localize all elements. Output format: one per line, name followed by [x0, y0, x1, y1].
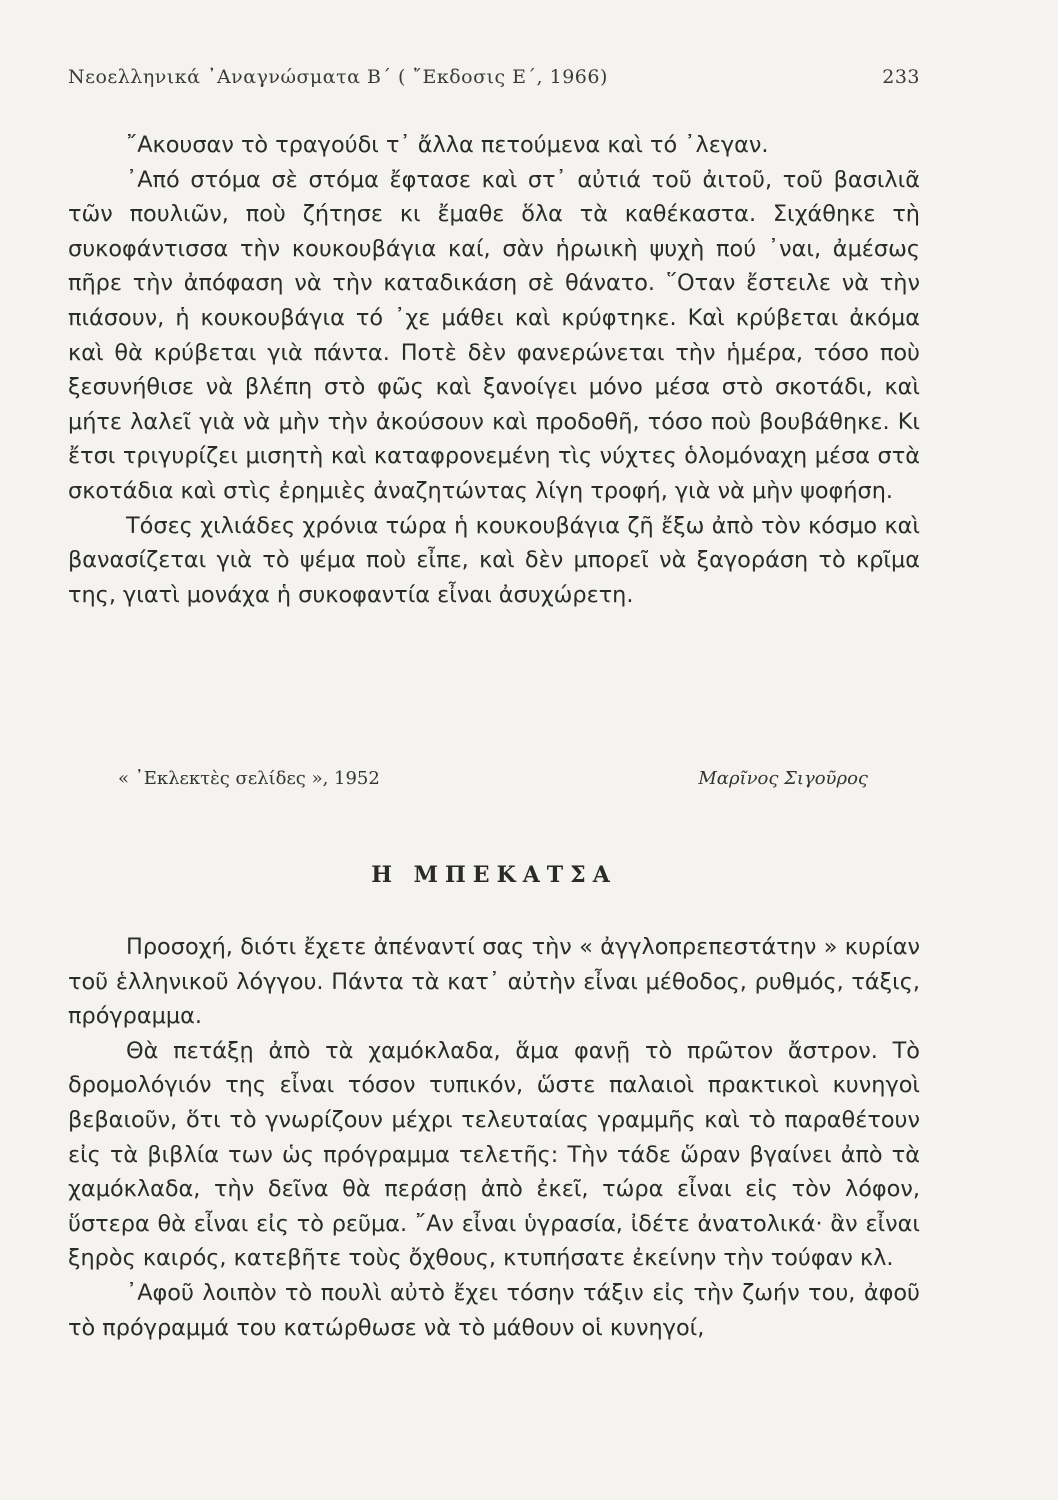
story-owl-text: [68, 128, 920, 612]
page-number: 233: [882, 66, 920, 88]
paragraph: Προσοχή, διότι ἔχετε ἀπέναντί σας τὴν « ἀγγλοπρεπεστάτην » κυρίαν τοῦ ἑλληνικοῦ λόγγου. Πάντα τὰ κατ᾿ αὐτὴν εἶναι μέθοδος, ρυθμός, τάξις, πρόγραμμα.: [68, 934, 920, 1030]
paragraph: Τόσες χιλιάδες χρόνια τώρα ἡ κουκουβάγια ζῆ ἔξω ἀπὸ τὸν κόσμο καὶ βανασίζεται γιὰ τὸ ψέμα ποὺ εἶπε, καὶ δὲν μπορεῖ νὰ ξαγοράση τὸ κρῖμα της, γιατὶ μονάχα ἡ συκοφαντία εἶναι ἀσυχώρετη.: [68, 512, 920, 608]
section-title: Η ΜΠΕΚΑΤΣΑ: [371, 862, 617, 888]
attribution: [118, 768, 868, 789]
book-info: Νεοελληνικά ᾿Αναγνώσματα Β΄ ( ῎Εκδοσις Ε΄, 1966): [68, 66, 608, 88]
story-woodcock-text: [68, 930, 920, 1345]
paragraph: ᾿Αφοῦ λοιπὸν τὸ πουλὶ αὐτὸ ἔχει τόσην τάξιν εἰς τὴν ζωήν του, ἀφοῦ τὸ πρόγραμμά του κατώρθωσε νὰ τὸ μάθουν οἱ κυνηγοί,: [68, 1279, 920, 1341]
paragraph: ῎Ακουσαν τὸ τραγούδι τ᾿ ἄλλα πετούμενα καὶ τό ᾿λεγαν.: [126, 132, 769, 158]
paragraph: ᾿Από στόμα σὲ στόμα ἔφτασε καὶ στ᾿ αὐτιά τοῦ ἀιτοῦ, τοῦ βασιλιᾶ τῶν πουλιῶν, ποὺ ζήτησε κι ἔμαθε ὅλα τὰ καθέκαστα. Σιχάθηκε τὴ συκοφάντισσα τὴν κουκουβάγια καί, σὰν ἡρωικὴ ψυχὴ πού ᾿ναι, ἀμέσως πῆρε τὴν ἀπόφαση νὰ τὴν καταδικάση σὲ θάνατο. ῞Οταν ἔστειλε νὰ τὴν πιάσουν, ἡ κουκουβάγια τό ᾿χε μάθει καὶ κρύφτηκε. Καὶ κρύβεται ἀκόμα καὶ θὰ κρύβεται γιὰ πάντα. Ποτὲ δὲν φανερώνεται τὴν ἡμέρα, τόσο ποὺ ξεσυνήθισε νὰ βλέπη στὸ φῶς καὶ ξανοίγει μόνο μέσα στὸ σκοτάδι, καὶ μήτε λαλεῖ γιὰ νὰ μὴν τὴν ἀκούσουν καὶ προδοθῆ, τόσο ποὺ βουβάθηκε. Κι ἔτσι τριγυρίζει μισητὴ καὶ καταφρονεμένη τὶς νύχτες ὁλομόναχη μέσα στὰ σκοτάδια καὶ στὶς ἐρημιὲς ἀναζητώντας λίγη τροφή, γιὰ νὰ μὴν ψοφήση.: [68, 166, 920, 504]
running-head: [68, 66, 920, 88]
author-name: Μαρῖνος Σιγοῦρος: [698, 768, 868, 789]
paragraph: Θὰ πετάξῃ ἀπὸ τὰ χαμόκλαδα, ἅμα φανῇ τὸ πρῶτον ἄστρον. Τὸ δρομολόγιόν της εἶναι τόσον τυπικόν, ὥστε παλαιοὶ πρακτικοὶ κυνηγοὶ βεβαιοῦν, ὅτι τὸ γνωρίζουν μέχρι τελευταίας γραμμῆς καὶ τὸ παραθέτουν εἰς τὰ βιβλία των ὡς πρόγραμμα τελετῆς: Τὴν τάδε ὥραν βγαίνει ἀπὸ τὰ χαμόκλαδα, τὴν δεῖνα θὰ περάσῃ ἀπὸ ἐκεῖ, τώρα εἶναι εἰς τὸν λόφον, ὕστερα θὰ εἶναι εἰς τὸ ρεῦμα. ῎Αν εἶναι ὑγρασία, ἰδέτε ἀνατολικά· ἂν εἶναι ξηρὸς καιρός, κατεβῆτε τοὺς ὄχθους, κτυπήσατε ἐκείνην τὴν τούφαν κλ.: [68, 1037, 920, 1272]
source-citation: « ᾿Εκλεκτὲς σελίδες », 1952: [118, 768, 380, 789]
